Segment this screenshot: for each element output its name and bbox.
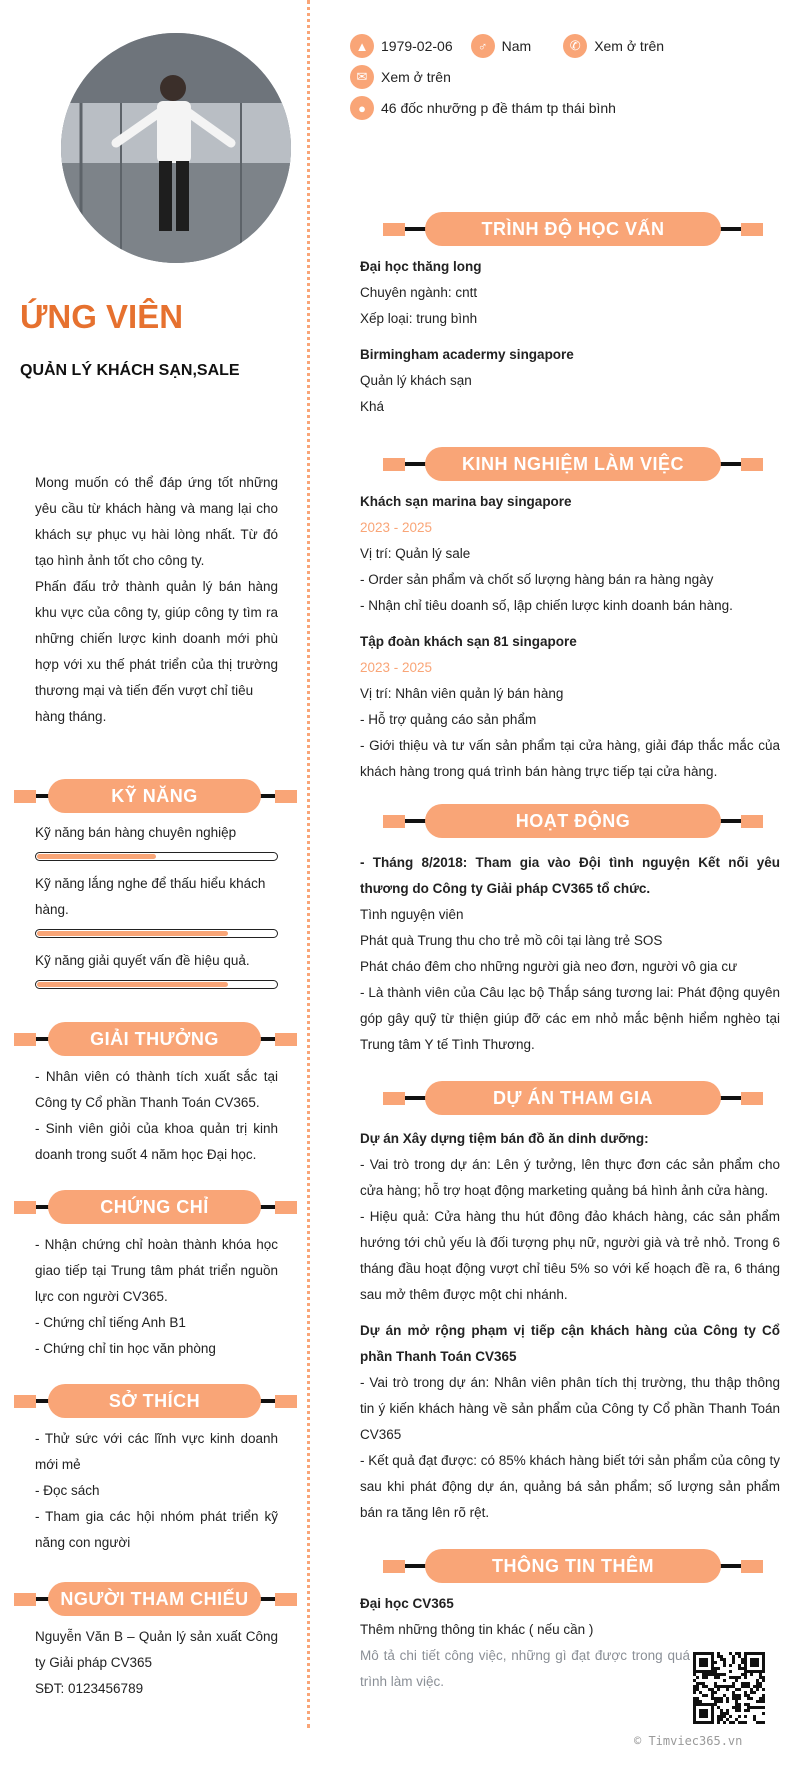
projects-title: DỰ ÁN THAM GIA <box>425 1081 721 1115</box>
school-name: Đại học thăng long <box>360 259 482 274</box>
certificates-header <box>14 1190 297 1224</box>
phone-info <box>563 34 664 58</box>
award-item: - Sinh viên giỏi của khoa quản trị kinh doanh trong suốt 4 năm học Đại học. <box>35 1121 278 1162</box>
skill-bar-fill <box>37 854 156 859</box>
job-line: - Giới thiệu và tư vấn sản phẩm tại cửa hàng, giải đáp thắc mắc của khách hàng trong quá trình bán hàng trực tiếp tại cửa hàng. <box>360 738 780 779</box>
goal-paragraph: Phấn đấu trở thành quản lý bán hàng khu vực của công ty, giúp công ty tìm ra những chiến lược kinh doanh mới phù hợp với xu thế phát triển của thị trường thương mại và tiến đến vượt chỉ tiêu <box>35 579 278 698</box>
hobbies-content <box>35 1426 278 1556</box>
skill-bar <box>35 852 278 861</box>
activity-heading: - Tháng 8/2018: Tham gia vào Đội tình nguyện Kết nối yêu thương do Công ty Giải pháp CV365 tổ chức. <box>360 855 780 896</box>
column-divider <box>307 0 310 1728</box>
school-rank: Khá <box>360 399 385 414</box>
award-item: - Nhân viên có thành tích xuất sắc tại Công ty Cổ phần Thanh Toán CV365. <box>35 1069 278 1110</box>
school-rank: Xếp loại: trung bình <box>360 311 478 326</box>
projects-content <box>360 1126 780 1526</box>
hobby-item: - Đọc sách <box>35 1483 100 1498</box>
skill-item <box>35 948 278 989</box>
company-name: Khách sạn marina bay singapore <box>360 494 572 509</box>
skill-name: Kỹ năng lắng nghe để thấu hiểu khách hàng. <box>35 876 266 917</box>
hobby-item: - Thử sức với các lĩnh vực kinh doanh mới mẻ <box>35 1431 278 1472</box>
goal-paragraph: Mong muốn có thể đáp ứng tốt những yêu cầu từ khách hàng và mang lại cho khách sự phục vụ hài lòng nhất. Từ đó tạo hình ảnh tốt cho công ty. <box>35 475 278 568</box>
experience-title: KINH NGHIỆM LÀM VIỆC <box>425 447 721 481</box>
address-info <box>350 96 616 120</box>
project-line: - Hiệu quả: Cửa hàng thu hút đông đảo khách hàng, các sản phẩm hướng tới chủ yếu là đối tượng phụ nữ, người già và trẻ nhỏ. Trong 6 tháng đầu hoạt động vượt chỉ tiêu 5% so với kế hoạch đề ra, 6 tháng sau mở thêm được một chi nhánh. <box>360 1209 780 1302</box>
address-row <box>350 96 634 120</box>
activity-line: - Là thành viên của Câu lạc bộ Thắp sáng tương lai: Phát động quyên góp gây quỹ từ thiện giúp đỡ các em nhỏ mắc bệnh hiểm nghèo tại Trung tâm Y tế Tình Thương. <box>360 985 780 1052</box>
reference-item: Nguyễn Văn B – Quản lý sản xuất Công ty Giải pháp CV365 <box>35 1629 278 1670</box>
goal-paragraph: hàng tháng. <box>35 709 107 724</box>
skill-name: Kỹ năng bán hàng chuyên nghiệp <box>35 825 237 840</box>
references-content <box>35 1624 278 1702</box>
avatar <box>61 33 291 263</box>
skill-item <box>35 820 278 861</box>
job-time: 2023 - 2025 <box>360 660 433 675</box>
projects-header <box>383 1081 763 1115</box>
job-line: Vị trí: Quản lý sale <box>360 546 471 561</box>
activity-line: Phát cháo đêm cho những người già neo đơn, người vô gia cư <box>360 959 738 974</box>
certificates-title: CHỨNG CHỈ <box>48 1190 261 1224</box>
activities-content <box>360 850 780 1058</box>
school-major: Chuyên ngành: cntt <box>360 285 478 300</box>
company-name: Tập đoàn khách sạn 81 singapore <box>360 634 577 649</box>
certificates-content <box>35 1232 278 1362</box>
skills-title: KỸ NĂNG <box>48 779 261 813</box>
awards-header <box>14 1022 297 1056</box>
certificate-item: - Chứng chỉ tiếng Anh B1 <box>35 1315 186 1330</box>
project-line: - Kết quả đạt được: có 85% khách hàng biết tới sản phẩm của công ty sau khi phát động dự án, quảng bá sản phẩm; số lượng sản phẩm bán ra tăng lên rõ rệt. <box>360 1453 780 1520</box>
activity-line: Tình nguyện viên <box>360 907 464 922</box>
email-value: Xem ở trên <box>381 69 451 85</box>
education-header <box>383 212 763 246</box>
skill-bar-fill <box>37 982 228 987</box>
contact-row <box>350 34 682 58</box>
email-info <box>350 65 451 89</box>
skill-name: Kỹ năng giải quyết vấn đề hiệu quả. <box>35 953 250 968</box>
job-line: - Nhận chỉ tiêu doanh số, lập chiến lược kinh doanh bán hàng. <box>360 598 733 613</box>
hobby-item: - Tham gia các hội nhóm phát triển kỹ năng con người <box>35 1509 278 1550</box>
activities-header <box>383 804 763 838</box>
skill-bar <box>35 980 278 989</box>
hobbies-header <box>14 1384 297 1418</box>
school-major: Quản lý khách sạn <box>360 373 472 388</box>
extra-heading: Đại học CV365 <box>360 1596 454 1611</box>
certificate-item: - Nhận chứng chỉ hoàn thành khóa học giao tiếp tại Trung tâm phát triển nguồn lực con người CV365. <box>35 1237 278 1304</box>
awards-content <box>35 1064 278 1168</box>
experience-content <box>360 489 780 785</box>
skill-bar-fill <box>37 931 228 936</box>
job-line: Vị trí: Nhân viên quản lý bán hàng <box>360 686 564 701</box>
references-header <box>14 1582 297 1616</box>
skills-header <box>14 779 297 813</box>
location-icon: ● <box>350 96 374 120</box>
candidate-position: QUẢN LÝ KHÁCH SẠN,SALE <box>20 362 240 379</box>
extra-title: THÔNG TIN THÊM <box>425 1549 721 1583</box>
gender-info <box>471 34 532 58</box>
gender-icon: ♂ <box>471 34 495 58</box>
job-time: 2023 - 2025 <box>360 520 433 535</box>
awards-title: GIẢI THƯỞNG <box>48 1022 261 1056</box>
extra-line: Thêm những thông tin khác ( nếu cần ) <box>360 1622 594 1637</box>
skill-bar <box>35 929 278 938</box>
job-line: - Hỗ trợ quảng cáo sản phẩm <box>360 712 537 727</box>
reference-item: SĐT: 0123456789 <box>35 1681 144 1696</box>
references-title: NGƯỜI THAM CHIẾU <box>48 1582 261 1616</box>
education-content <box>360 254 780 420</box>
extra-placeholder: Mô tả chi tiết công việc, những gì đạt được trong quá trình làm việc. <box>360 1648 690 1689</box>
birthday-info <box>350 34 453 58</box>
email-row <box>350 65 469 89</box>
career-goal <box>35 470 278 730</box>
candidate-name: ỨNG VIÊN <box>20 298 184 335</box>
project-name: Dự án Xây dựng tiệm bán đồ ăn dinh dưỡng: <box>360 1131 649 1146</box>
footer-watermark: © Timviec365.vn <box>634 1734 743 1748</box>
extra-content <box>360 1591 690 1695</box>
experience-header <box>383 447 763 481</box>
phone-value: Xem ở trên <box>594 38 665 54</box>
skill-item <box>35 871 278 938</box>
project-name: Dự án mở rộng phạm vị tiếp cận khách hàng của Công ty Cổ phần Thanh Toán CV365 <box>360 1323 780 1364</box>
address-value: 46 đốc nhưỡng p đề thám tp thái bình <box>381 100 616 116</box>
phone-icon: ✆ <box>563 34 587 58</box>
education-title: TRÌNH ĐỘ HỌC VẤN <box>425 212 721 246</box>
project-line: - Vai trò trong dự án: Lên ý tưởng, lên thực đơn các sản phẩm cho cửa hàng; hỗ trợ hoạt động marketing quảng bá hình ảnh cửa hàng. <box>360 1157 780 1198</box>
hobbies-title: SỞ THÍCH <box>48 1384 261 1418</box>
job-line: - Order sản phẩm và chốt số lượng hàng bán ra hàng ngày <box>360 572 714 587</box>
gender-value: Nam <box>501 38 532 54</box>
activities-title: HOẠT ĐỘNG <box>425 804 721 838</box>
cake-icon: ▲ <box>350 34 374 58</box>
birthday-value: 1979-02-06 <box>381 38 453 54</box>
qr-code <box>693 1652 765 1724</box>
project-line: - Vai trò trong dự án: Nhân viên phân tích thị trường, thu thập thông tin ý kiến khách hàng về sản phẩm của Công ty Cổ phần Thanh Toán CV365 <box>360 1375 780 1442</box>
extra-header <box>383 1549 763 1583</box>
school-name: Birmingham acadermy singapore <box>360 347 574 362</box>
certificate-item: - Chứng chỉ tin học văn phòng <box>35 1341 216 1356</box>
mail-icon: ✉ <box>350 65 374 89</box>
activity-line: Phát quà Trung thu cho trẻ mồ côi tại làng trẻ SOS <box>360 933 663 948</box>
